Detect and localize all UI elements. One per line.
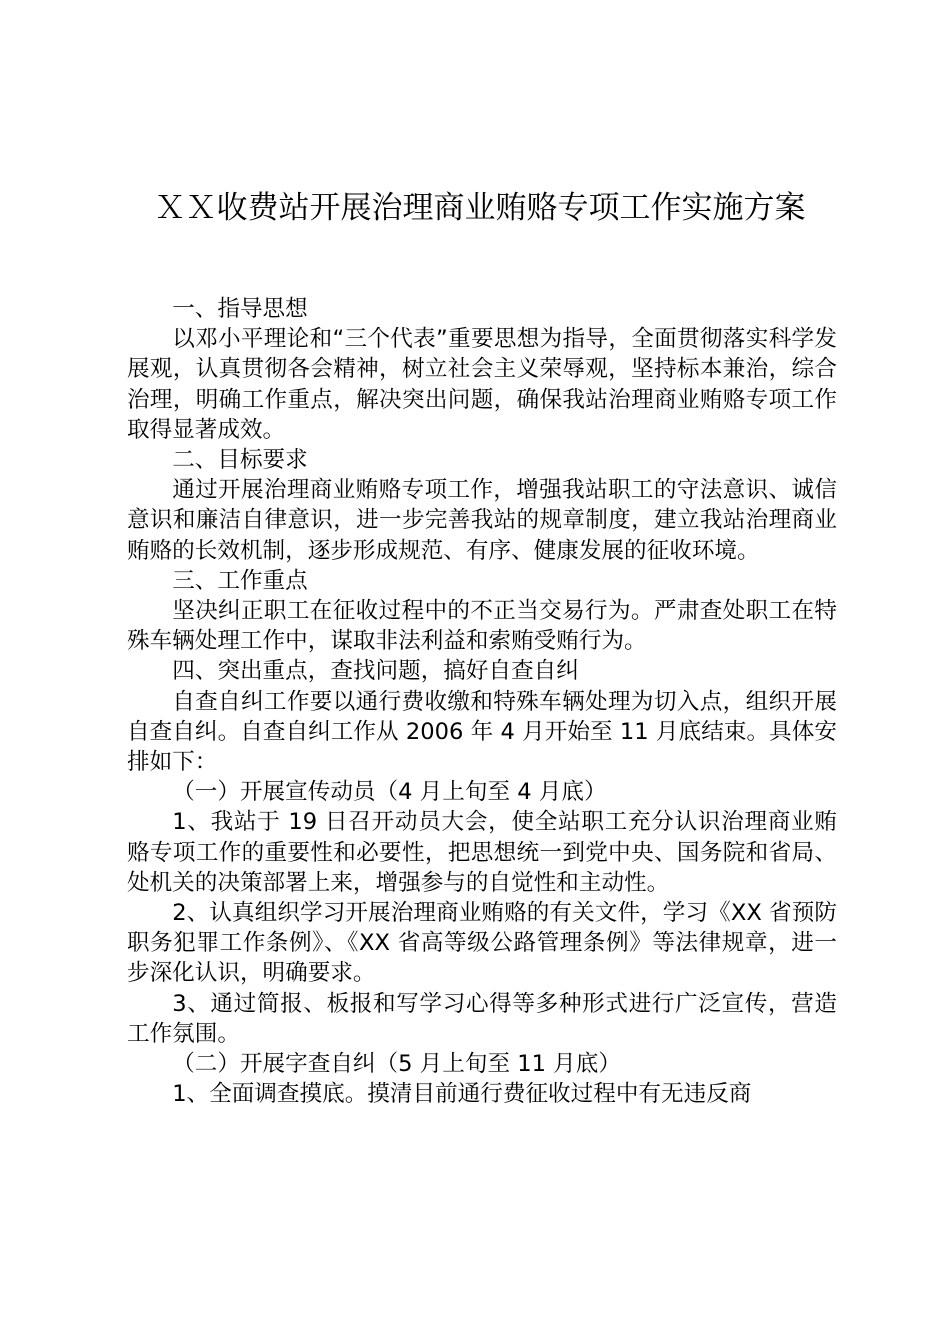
paragraph: 以邓小平理论和“三个代表”重要思想为指导，全面贯彻落实科学发展观，认真贯彻各会精神，树立社会主义荣辱观，坚持标本兼治，综合治理，明确工作重点，解决突出问题，确保我站治理商业贿赂专项工作取得显著成效。 — [127, 326, 837, 443]
document-body — [127, 294, 837, 1109]
heading-objectives: 二、目标要求 — [172, 447, 308, 474]
list-item: 3、通过简报、板报和写学习心得等多种形式进行广泛宣传，营造工作氛围。 — [127, 990, 837, 1047]
paragraph: 自查自纠工作要以通行费收缴和特殊车辆处理为切入点，组织开展自查自纠。自查自纠工作从 2006 年 4 月开始至 11 月底结束。具体安排如下： — [127, 688, 837, 776]
document-title: ＸＸ收费站开展治理商业贿赂专项工作实施方案 — [154, 190, 806, 226]
subheading-publicity: （一）开展宣传动员（4 月上旬至 4 月底） — [172, 779, 607, 806]
subheading-self-check: （二）开展字查自纠（5 月上旬至 11 月底） — [172, 1051, 621, 1078]
list-item: 1、全面调查摸底。摸清目前通行费征收过程中有无违反商 — [172, 1081, 752, 1108]
list-item: 2、认真组织学习开展治理商业贿赂的有关文件，学习《XX 省预防职务犯罪工作条例》、《XX 省高等级公路管理条例》等法律规章，进一步深化认识，明确要求。 — [127, 900, 837, 987]
heading-guiding-ideology: 一、指导思想 — [172, 296, 308, 322]
list-item: 1、我站于 19 日召开动员大会，使全站职工充分认识治理商业贿赂专项工作的重要性和必要性，把思想统一到党中央、国务院和省局、处机关的决策部署上来，增强参与的自觉性和主动性。 — [127, 809, 837, 896]
heading-self-inspection: 四、突出重点，查找问题，搞好自查自纠 — [172, 658, 579, 685]
paragraph: 坚决纠正职工在征收过程中的不正当交易行为。严肃查处职工在特殊车辆处理工作中，谋取非法利益和索贿受贿行为。 — [127, 598, 837, 655]
paragraph: 通过开展治理商业贿赂专项工作，增强我站职工的守法意识、诚信意识和廉洁自律意识，进一步完善我站的规章制度，建立我站治理商业贿赂的长效机制，逐步形成规范、有序、健康发展的征收环境。 — [127, 477, 837, 564]
heading-work-focus: 三、工作重点 — [172, 567, 308, 594]
